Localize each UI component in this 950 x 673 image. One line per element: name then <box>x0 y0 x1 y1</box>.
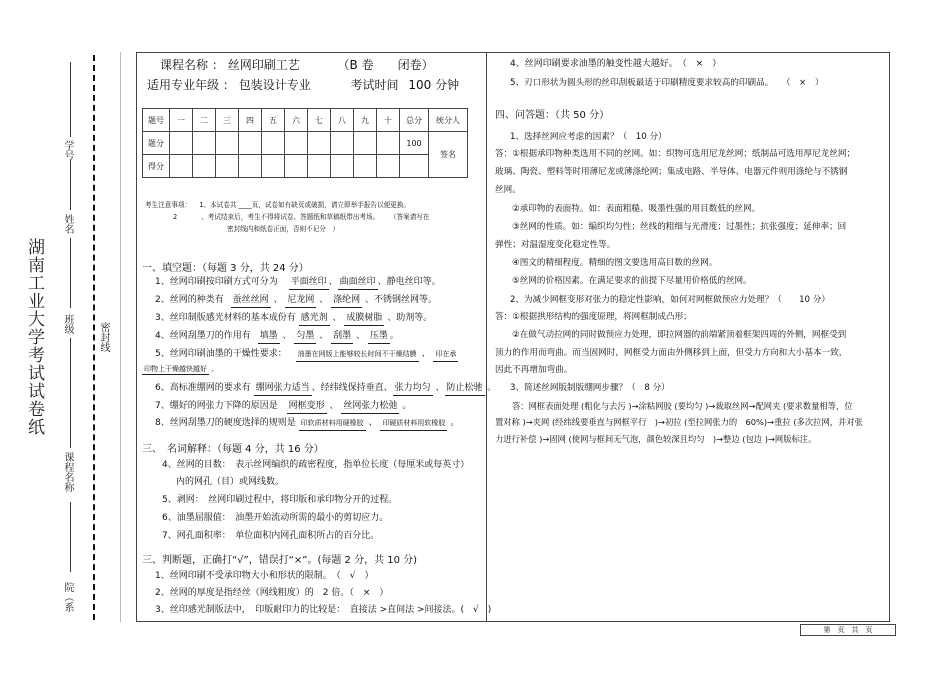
score-cell[interactable] <box>262 155 285 178</box>
signature-label: 签名 <box>429 132 468 178</box>
score-cell[interactable] <box>170 132 193 155</box>
score-cell[interactable] <box>377 132 400 155</box>
score-cell[interactable] <box>239 132 262 155</box>
table-row <box>143 109 468 132</box>
fill-answer: 印物上干燥越快越好 <box>144 365 207 373</box>
exam-notes <box>145 199 430 235</box>
section-fill-title: 一、填空题：（每题 3 分，共 24 分） <box>142 263 309 274</box>
score-cell[interactable] <box>354 132 377 155</box>
qa-a1-line3: 丝网。 <box>495 185 521 195</box>
judge-q5: 5、刃口形状为圆头形的丝印刮板最适于印刷精度要求较高的印刷品。 （ × ） <box>510 78 824 88</box>
margin-line-2 <box>70 160 71 210</box>
note-2-tail: （答案请写在 <box>393 213 430 221</box>
row-label: 题号 <box>143 109 170 132</box>
column-header: 一 <box>170 109 193 132</box>
column-header: 十 <box>377 109 400 132</box>
margin-right-line <box>120 52 121 622</box>
score-cell[interactable] <box>285 155 308 178</box>
column-header: 三 <box>216 109 239 132</box>
reviewer-label: 统分人 <box>429 109 468 132</box>
term-q5: 5、剥网： 丝网印刷过程中，将印版和承印物分开的过程。 <box>162 495 398 505</box>
fill-answer: 油墨在网版上能够较长时间不干燥结膜 <box>296 348 419 362</box>
column-divider <box>486 52 487 622</box>
row-label: 得分 <box>143 155 170 178</box>
fill-q8: 8、丝网刮墨刀的硬度选择的规则是 印软质材料用硬橡胶 、 印硬质材料用软橡胶 。 <box>155 417 459 431</box>
field-course: 课程名称 <box>62 452 73 492</box>
fill-answer: 匀墨 <box>294 330 316 344</box>
qa-a1-line5: ③丝网的性质。如：编织均匀性；丝线的粗细与光滑度；过墨性；抗张强度；延伸率；回 <box>512 222 847 232</box>
seal-line-label: 密封线 <box>98 322 109 352</box>
course-label: 课程名称 <box>160 58 209 72</box>
fill-answer: 张力均匀 <box>393 382 433 396</box>
fill-q5-line2: 印物上干燥越快越好 。 <box>144 365 219 373</box>
column-header: 四 <box>239 109 262 132</box>
qa-a1-line2: 玻璃、陶瓷、塑料等时用薄尼龙或薄涤纶网；集成电路、半导体、电器元件则用涤纶与不锈钢 <box>495 167 848 177</box>
qa-a3-line2: 置对称 )→夹网 (经纬线要垂直与网框平行 )→初拉 (至拉网张力的 60%)→重拉 (多次拉网，并对张 <box>495 417 863 427</box>
fill-answer: 防止松驰 <box>445 382 485 396</box>
fill-answer: 成膜树脂 <box>344 312 384 326</box>
major: 包装设计专业 <box>238 78 311 92</box>
section-qa-title: 四、问答题：（共 50 分） <box>495 110 610 121</box>
fill-answer: 绷网张力适当 <box>254 382 312 396</box>
term-q7: 7、网孔面积率： 单位面积内网孔面积所占的百分比。 <box>162 531 380 541</box>
judge-q1: 1、丝网印刷不受承印物大小和形状的限制。 （ √ ） <box>155 571 374 581</box>
margin-line-1 <box>70 62 71 137</box>
judge-q3: 3、丝印感光制版法中， 印版耐印力的比较是： 直接法 >直间法 >间接法。( √ ) <box>155 605 492 615</box>
fill-answer: 刮墨 <box>331 330 353 344</box>
score-cell[interactable] <box>377 155 400 178</box>
fill-answer: 曲面丝印 <box>338 276 378 290</box>
score-cell[interactable] <box>262 132 285 155</box>
column-header: 五 <box>262 109 285 132</box>
note-3: 密封线内和纸卷正面，否则不记分 ） <box>227 225 340 233</box>
margin-line-4 <box>70 338 71 448</box>
row-label: 题分 <box>143 132 170 155</box>
fill-q1: 1、丝网印刷按印刷方式可分为 平面丝印 、 曲面丝印 、静电丝印等。 <box>155 276 441 290</box>
column-header: 六 <box>285 109 308 132</box>
qa-a1-line7: ④图文的精细程度。精细的图文要选用高目数的丝网。 <box>512 258 718 268</box>
page-footer: 第 页 共 页 <box>800 624 896 636</box>
table-row <box>143 132 468 155</box>
score-cell[interactable] <box>331 155 354 178</box>
notes-title: 考生注意事项： <box>145 201 192 209</box>
fill-answer: 尼龙网 <box>285 294 316 308</box>
total-score: 100 <box>400 132 429 155</box>
qa-a3-line3: 力进行补偿 )→固网 (使网与框间无气泡，颜色较深且均匀 )→整边 (包边 )→网版标注。 <box>495 434 817 444</box>
term-q6: 6、油墨屈服值： 油墨开始流动所需的最小的剪切应力。 <box>162 513 389 523</box>
score-cell[interactable] <box>193 155 216 178</box>
note-2-number: 2 <box>173 213 178 221</box>
score-cell[interactable] <box>308 155 331 178</box>
section-judge-title: 三、判断题，正确打“√”，错误打“×”。(每题 2 分，共 10 分) <box>142 555 418 566</box>
paper-type: （B 卷 闭卷） <box>337 58 434 72</box>
column-header: 八 <box>331 109 354 132</box>
column-header: 七 <box>308 109 331 132</box>
time-label: 考试时间 <box>350 78 399 92</box>
score-cell[interactable] <box>308 132 331 155</box>
qa-a1-line4: ②承印物的表面特。如：表面粗糙、吸墨性强的用目数低的丝网。 <box>512 204 761 214</box>
score-cell[interactable] <box>170 155 193 178</box>
fill-answer: 感光剂 <box>299 312 330 326</box>
fill-q2: 2、丝网的种类有 蚕丝丝网 、 尼龙网 、 涤纶网 、不锈钢丝网等。 <box>155 294 437 308</box>
section-terms-title: 三、 名词解释：（每题 4 分，共 16 分） <box>142 444 324 455</box>
qa-a3-line1: 答：网框表面处理 (粗化与去污 )→涂粘网胶 (要均匀 )→裁取丝网→配网夹 (要求数量相等，位 <box>512 401 853 411</box>
qa-a2-line4: 因此不再增加弯曲。 <box>495 365 573 375</box>
note-2: 、考试结束后，考生不得将试卷、答题纸和草稿纸带出考场。 <box>201 213 380 221</box>
score-cell[interactable] <box>331 132 354 155</box>
fill-q4: 4、丝网刮墨刀的作用有 填墨 、 匀墨 、 刮墨 、 压墨 。 <box>155 330 399 344</box>
column-header: 二 <box>193 109 216 132</box>
margin-line-3 <box>70 238 71 308</box>
fill-answer: 印软质材料用硬橡胶 <box>299 417 366 431</box>
qa-a1-line8: ⑤丝网的价格因素。在满足要求的前提下尽量用价格低的丝网。 <box>512 276 752 286</box>
qa-q2: 2、为减少网框变形对张力的稳定性影响，如何对网框做预应力处理？（ 10 分） <box>510 295 830 305</box>
score-cell[interactable] <box>239 155 262 178</box>
course-name: 丝网印刷工艺 <box>227 58 300 72</box>
fill-answer: 印在承 <box>433 348 458 362</box>
field-student-id: 学号 <box>62 140 73 160</box>
qa-a1-line6: 弹性；对温湿度变化稳定性等。 <box>495 240 616 250</box>
field-class: 班级 <box>62 314 73 334</box>
score-cell[interactable] <box>285 132 308 155</box>
fill-answer: 丝网张力松弛 <box>341 400 399 414</box>
qa-q1: 1、选择丝网应考虑的因素？（ 10 分） <box>510 132 667 142</box>
exam-time: 100 分钟 <box>408 78 460 92</box>
major-row: 适用专业年级 ： 包装设计专业 考试时间 100 分钟 <box>147 78 460 92</box>
score-table <box>142 108 468 178</box>
score-cell[interactable] <box>400 155 429 178</box>
fill-answer: 网框变形 <box>287 400 327 414</box>
seal-dashed-line <box>93 55 95 620</box>
fill-q3: 3、丝印制版感光材料的基本成份有 感光剂 、 成膜树脂 、助剂等。 <box>155 312 432 326</box>
fill-answer: 平面丝印 <box>289 276 329 290</box>
term-q4-line2: 内的网孔（目）或网线数。 <box>176 477 285 487</box>
qa-a2-line1: 答：①根据拱形结构的强度原理，将网框制成凸形； <box>495 312 692 322</box>
score-cell[interactable] <box>216 155 239 178</box>
fill-q7: 7、绷好的网张力下降的原因是 网框变形 、 丝网张力松弛 。 <box>155 400 411 414</box>
fill-q5: 5、丝网印刷油墨的干燥性要求： 油墨在网版上能够较长时间不干燥结膜 、 印在承 <box>155 348 458 362</box>
fill-answer: 压墨 <box>368 330 390 344</box>
margin-line-5 <box>70 502 71 572</box>
major-label: 适用专业年级 <box>147 78 220 92</box>
school-title: 湖南工业大学考试试卷纸 <box>24 238 44 436</box>
field-name: 姓名 <box>62 214 73 234</box>
score-cell[interactable] <box>193 132 216 155</box>
term-q4: 4、丝网的目数： 表示丝网编织的疏密程度，指单位长度（每厘米或每英寸） <box>162 460 470 470</box>
fill-answer: 涤纶网 <box>331 294 362 308</box>
field-department: 院（系 <box>62 582 73 612</box>
fill-q6: 6、高标准绷网的要求有 绷网张力适当 、经纬线保持垂直、 张力均匀 、 防止松驰 。 <box>155 382 496 396</box>
course-row: 课程名称 ： 丝网印刷工艺 （B 卷 闭卷） <box>160 58 434 72</box>
note-1: 1、本试卷共 ____页，试卷如有缺页或破损，请立即举手报告以便更换。 <box>199 201 410 209</box>
fill-answer: 印硬质材料用软橡胶 <box>380 417 447 431</box>
score-cell[interactable] <box>216 132 239 155</box>
judge-q2: 2、丝网的厚度是指经丝（网线粗度）的 2 倍。（ × ） <box>155 588 389 598</box>
column-header: 九 <box>354 109 377 132</box>
qa-a1-line1: 答：①根据承印物种类选用不同的丝网。如：织物可选用尼龙丝网；纸制品可选用厚尼龙丝网； <box>495 149 856 159</box>
qa-a2-line2: ②在做气动拉网的同时做预应力处理，即拉网器的前端紧顶着框架四周的外侧，网框受到 <box>512 330 847 340</box>
fill-answer: 蚕丝丝网 <box>231 294 271 308</box>
fill-answer: 填墨 <box>258 330 280 344</box>
qa-q3: 3、简述丝网版制版绷网步骤？（ 8 分） <box>510 383 670 393</box>
table-row <box>143 155 468 178</box>
column-header-total: 总分 <box>400 109 429 132</box>
qa-a2-line3: 顶力的作用而弯曲。而当固网时，网框受力面由外侧移到上面，但受力方向和大小基本一致， <box>495 348 848 358</box>
judge-q4: 4、丝网印刷要求油墨的触变性越大越好。 （ × ） <box>510 59 722 69</box>
score-cell[interactable] <box>354 155 377 178</box>
